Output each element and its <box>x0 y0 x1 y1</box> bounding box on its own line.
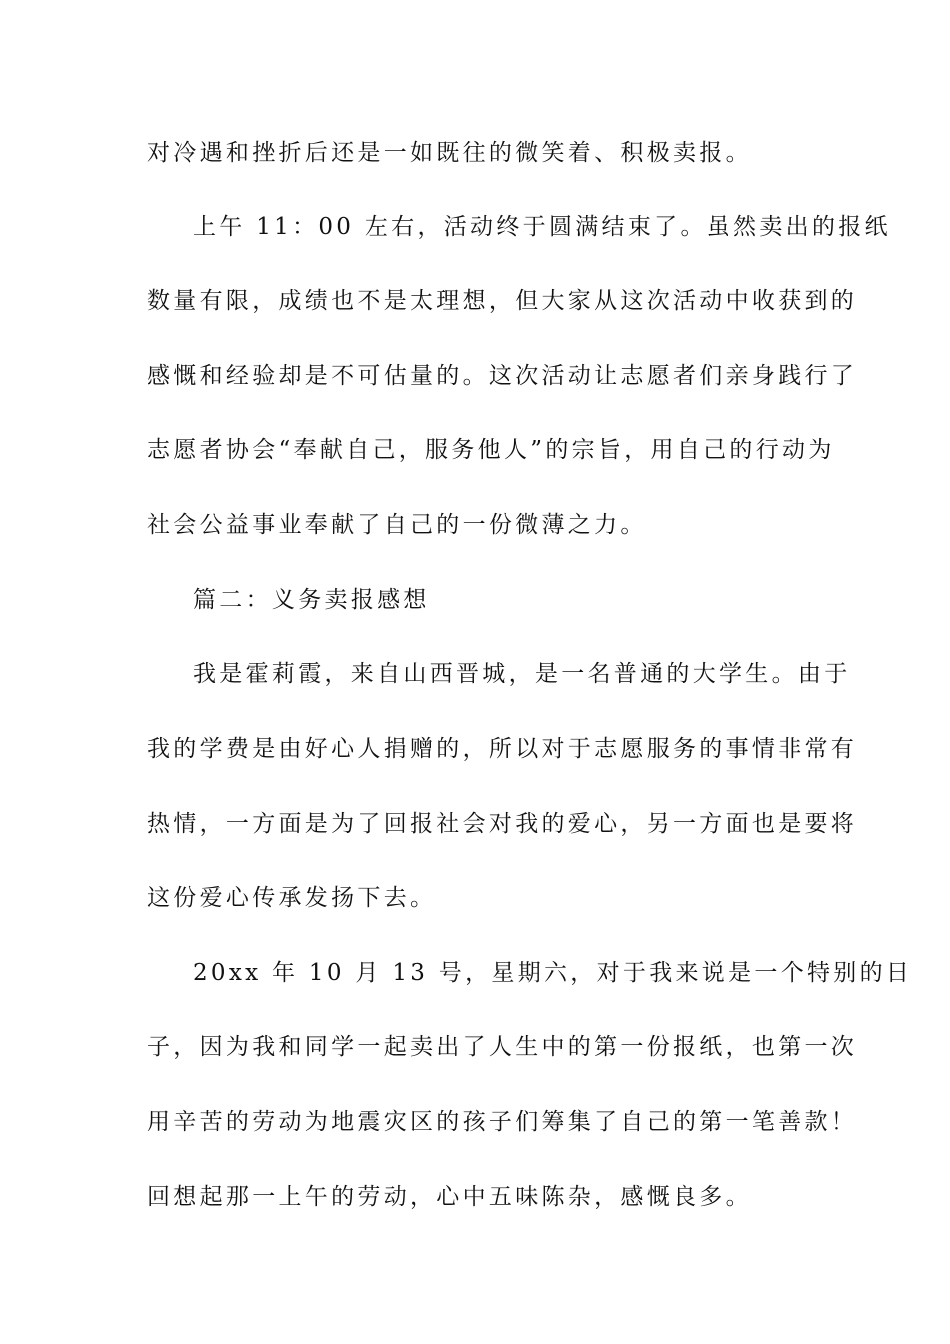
paragraph-start-line: 上午 11：00 左右，活动终于圆满结束了。虽然卖出的报纸 <box>193 214 891 240</box>
text-line: 感慨和经验却是不可估量的。这次活动让志愿者们亲身践行了 <box>147 363 858 389</box>
text-line: 这份爱心传承发扬下去。 <box>147 885 437 911</box>
text-line: 志愿者协会“奉献自己，服务他人”的宗旨，用自己的行动为 <box>147 437 835 463</box>
text-line: 数量有限，成绩也不是太理想，但大家从这次活动中收获到的 <box>147 288 858 314</box>
section-heading: 篇二：义务卖报感想 <box>193 587 430 613</box>
text-line: 我的学费是由好心人捐赠的，所以对于志愿服务的事情非常有 <box>147 736 858 762</box>
text-line: 回想起那一上午的劳动，心中五味陈杂，感慨良多。 <box>147 1184 752 1210</box>
paragraph-start-line: 20xx 年 10 月 13 号，星期六，对于我来说是一个特别的日 <box>193 960 913 986</box>
text-line: 用辛苦的劳动为地震灾区的孩子们筹集了自己的第一笔善款！ <box>147 1109 858 1135</box>
text-line: 子，因为我和同学一起卖出了人生中的第一份报纸，也第一次 <box>147 1034 858 1060</box>
text-line: 社会公益事业奉献了自己的一份微薄之力。 <box>147 512 647 538</box>
paragraph-start-line: 我是霍莉霞，来自山西晋城，是一名普通的大学生。由于 <box>193 661 851 687</box>
text-line: 热情，一方面是为了回报社会对我的爱心，另一方面也是要将 <box>147 811 858 837</box>
text-line: 对冷遇和挫折后还是一如既往的微笑着、积极卖报。 <box>147 140 752 166</box>
